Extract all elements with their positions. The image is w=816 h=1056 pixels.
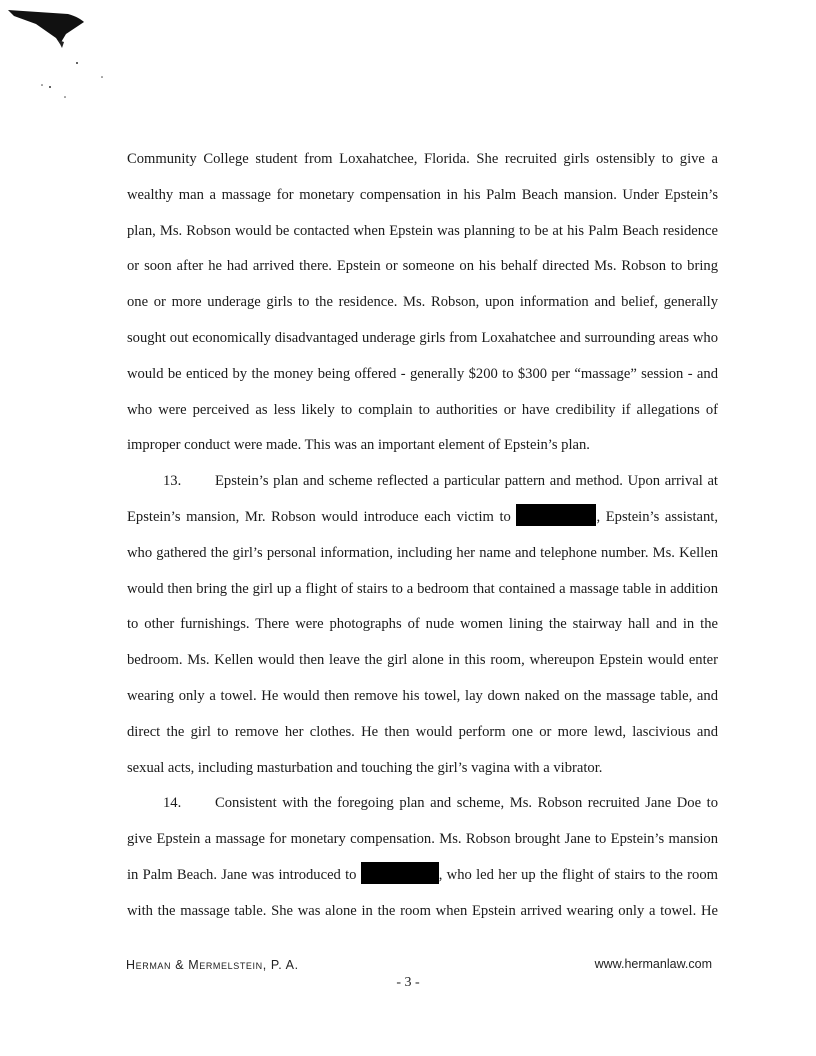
text-segment: Epstein’s plan and scheme reflected a particular pattern and method. Upon arrival at bbox=[215, 473, 718, 490]
text-line: with the massage table. She was alone in the room when Epstein arrived wearing only a towel. He bbox=[127, 902, 718, 919]
text-segment: , who led her up the flight of stairs to the room bbox=[438, 866, 718, 883]
document-body bbox=[127, 142, 718, 930]
text-line: direct the girl to remove her clothes. He then would perform one or more lewd, lascivious and bbox=[127, 723, 718, 740]
text-line: sought out economically disadvantaged underage girls from Loxahatchee and surrounding areas who bbox=[127, 329, 718, 346]
text-line: wealthy man a massage for monetary compensation in his Palm Beach mansion. Under Epstein’s bbox=[127, 186, 718, 203]
paragraph-14 bbox=[127, 786, 718, 929]
text-line: one or more underage girls to the residence. Ms. Robson, upon information and belief, generally bbox=[127, 294, 718, 311]
text-line: Community College student from Loxahatchee, Florida. She recruited girls ostensibly to give a bbox=[127, 151, 718, 167]
footer-firm-name: Herman & Mermelstein, P. A. bbox=[126, 958, 299, 972]
redaction-block bbox=[361, 862, 439, 884]
text-line: give Epstein a massage for monetary compensation. Ms. Robson brought Jane to Epstein’s mansion bbox=[127, 831, 718, 848]
text-line: to other furnishings. There were photographs of nude women lining the stairway hall and in the bbox=[127, 616, 718, 633]
text-segment: Consistent with the foregoing plan and scheme, Ms. Robson recruited Jane Doe to bbox=[215, 795, 718, 812]
text-segment: in Palm Beach. Jane was introduced to bbox=[127, 866, 357, 883]
redaction-block bbox=[516, 504, 596, 526]
text-segment: , Epstein’s assistant, bbox=[596, 508, 718, 525]
text-line: or soon after he had arrived there. Epstein or someone on his behalf directed Ms. Robson to bring bbox=[127, 258, 718, 275]
text-line bbox=[127, 786, 718, 822]
paragraph-number: 14. bbox=[163, 795, 182, 812]
text-line: would be enticed by the money being offered - generally $200 to $300 per “massage” session - and bbox=[127, 365, 718, 382]
text-line: improper conduct were made. This was an important element of Epstein’s plan. bbox=[127, 437, 590, 454]
text-line: sexual acts, including masturbation and touching the girl’s vagina with a vibrator. bbox=[127, 759, 603, 776]
text-line: plan, Ms. Robson would be contacted when Epstein was planning to be at his Palm Beach residence bbox=[127, 222, 718, 239]
page-number: - 3 - bbox=[396, 975, 420, 990]
paragraph-number: 13. bbox=[163, 473, 182, 490]
paragraph-13 bbox=[127, 464, 718, 786]
footer-website: www.hermanlaw.com bbox=[594, 957, 712, 971]
text-line bbox=[127, 858, 718, 894]
text-line: who were perceived as less likely to complain to authorities or have credibility if allegations of bbox=[127, 401, 718, 418]
text-line: bedroom. Ms. Kellen would then leave the girl alone in this room, whereupon Epstein would enter bbox=[127, 652, 718, 669]
text-line bbox=[127, 464, 718, 500]
text-line: would then bring the girl up a flight of stairs to a bedroom that contained a massage table in addition bbox=[127, 580, 718, 597]
text-line bbox=[127, 500, 718, 536]
text-segment: Epstein’s mansion, Mr. Robson would introduce each victim to bbox=[127, 508, 511, 525]
paragraph-12-continuation bbox=[127, 142, 718, 464]
text-line: who gathered the girl’s personal information, including her name and telephone number. Ms. Kellen bbox=[127, 544, 718, 561]
scan-corner-mark bbox=[6, 4, 86, 54]
text-line: wearing only a towel. He would then remove his towel, lay down naked on the massage table, and bbox=[127, 687, 718, 704]
scan-specks bbox=[30, 55, 110, 115]
